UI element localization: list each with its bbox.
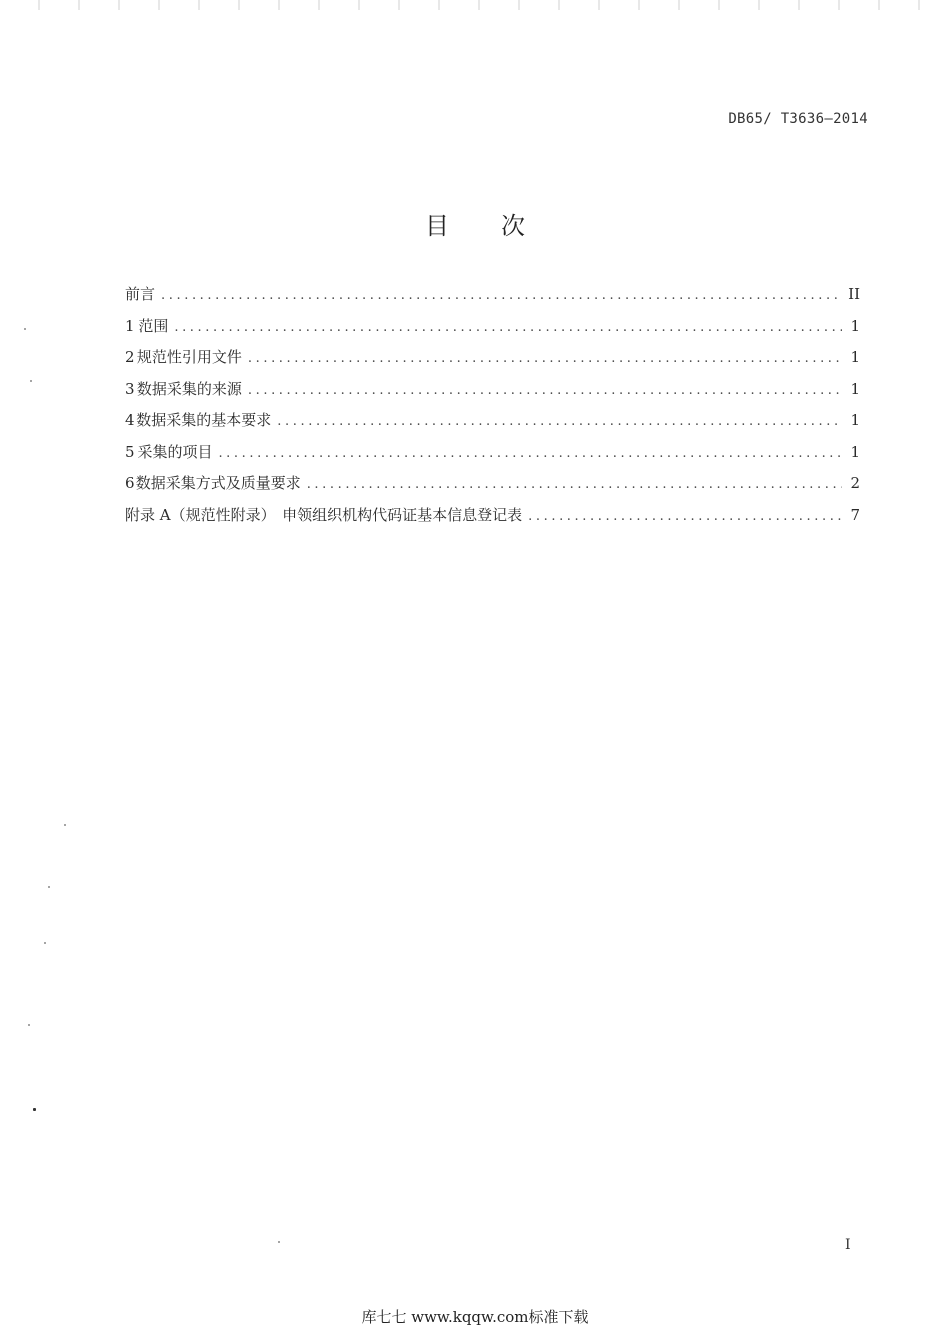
toc-entry-page: 2: [850, 474, 860, 492]
toc-entry-label: 申领组织机构代码证基本信息登记表: [282, 505, 523, 524]
toc-entry-page: 1: [850, 379, 860, 398]
toc-dot-leader: [248, 351, 842, 366]
scan-speck: [30, 380, 32, 382]
toc-entry-basic-requirements[interactable]: [125, 409, 860, 441]
toc-entry-label: 数据采集的基本要求: [136, 411, 272, 429]
toc-entry-data-sources[interactable]: [125, 378, 860, 410]
toc-entry-number: 1: [125, 316, 135, 335]
toc-entry-page: 1: [850, 411, 860, 429]
page-number: I: [845, 1237, 851, 1253]
toc-entry-foreword[interactable]: [125, 283, 860, 315]
toc-entry-label: 采集的项目: [137, 442, 213, 461]
toc-dot-leader: [277, 414, 842, 429]
page-title: [0, 206, 950, 241]
toc-dot-leader: [307, 477, 842, 492]
standard-number: DB65/ T3636—2014: [728, 111, 868, 127]
scan-speck: [24, 328, 26, 330]
toc-entry-normative-references[interactable]: [125, 346, 860, 378]
toc-dot-leader: [174, 320, 842, 335]
scan-top-edge: [0, 0, 950, 10]
scan-speck: [44, 942, 46, 944]
page-title-char-1: 目: [425, 212, 449, 240]
toc-entry-page: 7: [850, 505, 860, 524]
toc-entry-label: 规范性引用文件: [136, 348, 242, 366]
toc-entry-scope[interactable]: [125, 315, 860, 347]
toc-dot-leader: [528, 509, 842, 524]
page-title-char-2: 次: [501, 212, 525, 240]
toc-entry-number: 6: [125, 474, 135, 492]
scan-speck: [33, 1108, 36, 1111]
toc-entry-number: 4: [125, 411, 135, 429]
toc-dot-leader: [248, 383, 842, 398]
scan-speck: [64, 824, 66, 826]
toc-annex-prefix: 附录 A（规范性附录）: [125, 505, 276, 524]
toc-entry-label: 数据采集的来源: [136, 379, 242, 398]
toc-entry-page: 1: [850, 442, 860, 461]
toc-entry-page: 1: [850, 316, 860, 335]
toc-entry-page: II: [848, 285, 860, 303]
toc-dot-leader: [161, 288, 842, 303]
footer-watermark: 库七七 www.kqqw.com标准下载: [361, 1308, 589, 1326]
toc-entry-number: 5: [125, 442, 135, 461]
toc-entry-annex-a[interactable]: [125, 504, 860, 536]
toc-entry-label: 数据采集方式及质量要求: [135, 474, 301, 492]
toc-entry-number: 2: [125, 348, 135, 366]
toc-entry-collection-items[interactable]: [125, 441, 860, 473]
toc-dot-leader: [218, 446, 842, 461]
scan-speck: [278, 1241, 280, 1243]
toc-entry-label: 范围: [138, 316, 169, 335]
toc-entry-number: 3: [125, 379, 135, 398]
scan-speck: [48, 886, 50, 888]
scan-speck: [28, 1024, 30, 1026]
toc-entry-label: 前言: [125, 285, 156, 303]
table-of-contents: [125, 283, 860, 535]
toc-entry-page: 1: [850, 348, 860, 366]
toc-entry-collection-methods[interactable]: [125, 472, 860, 504]
